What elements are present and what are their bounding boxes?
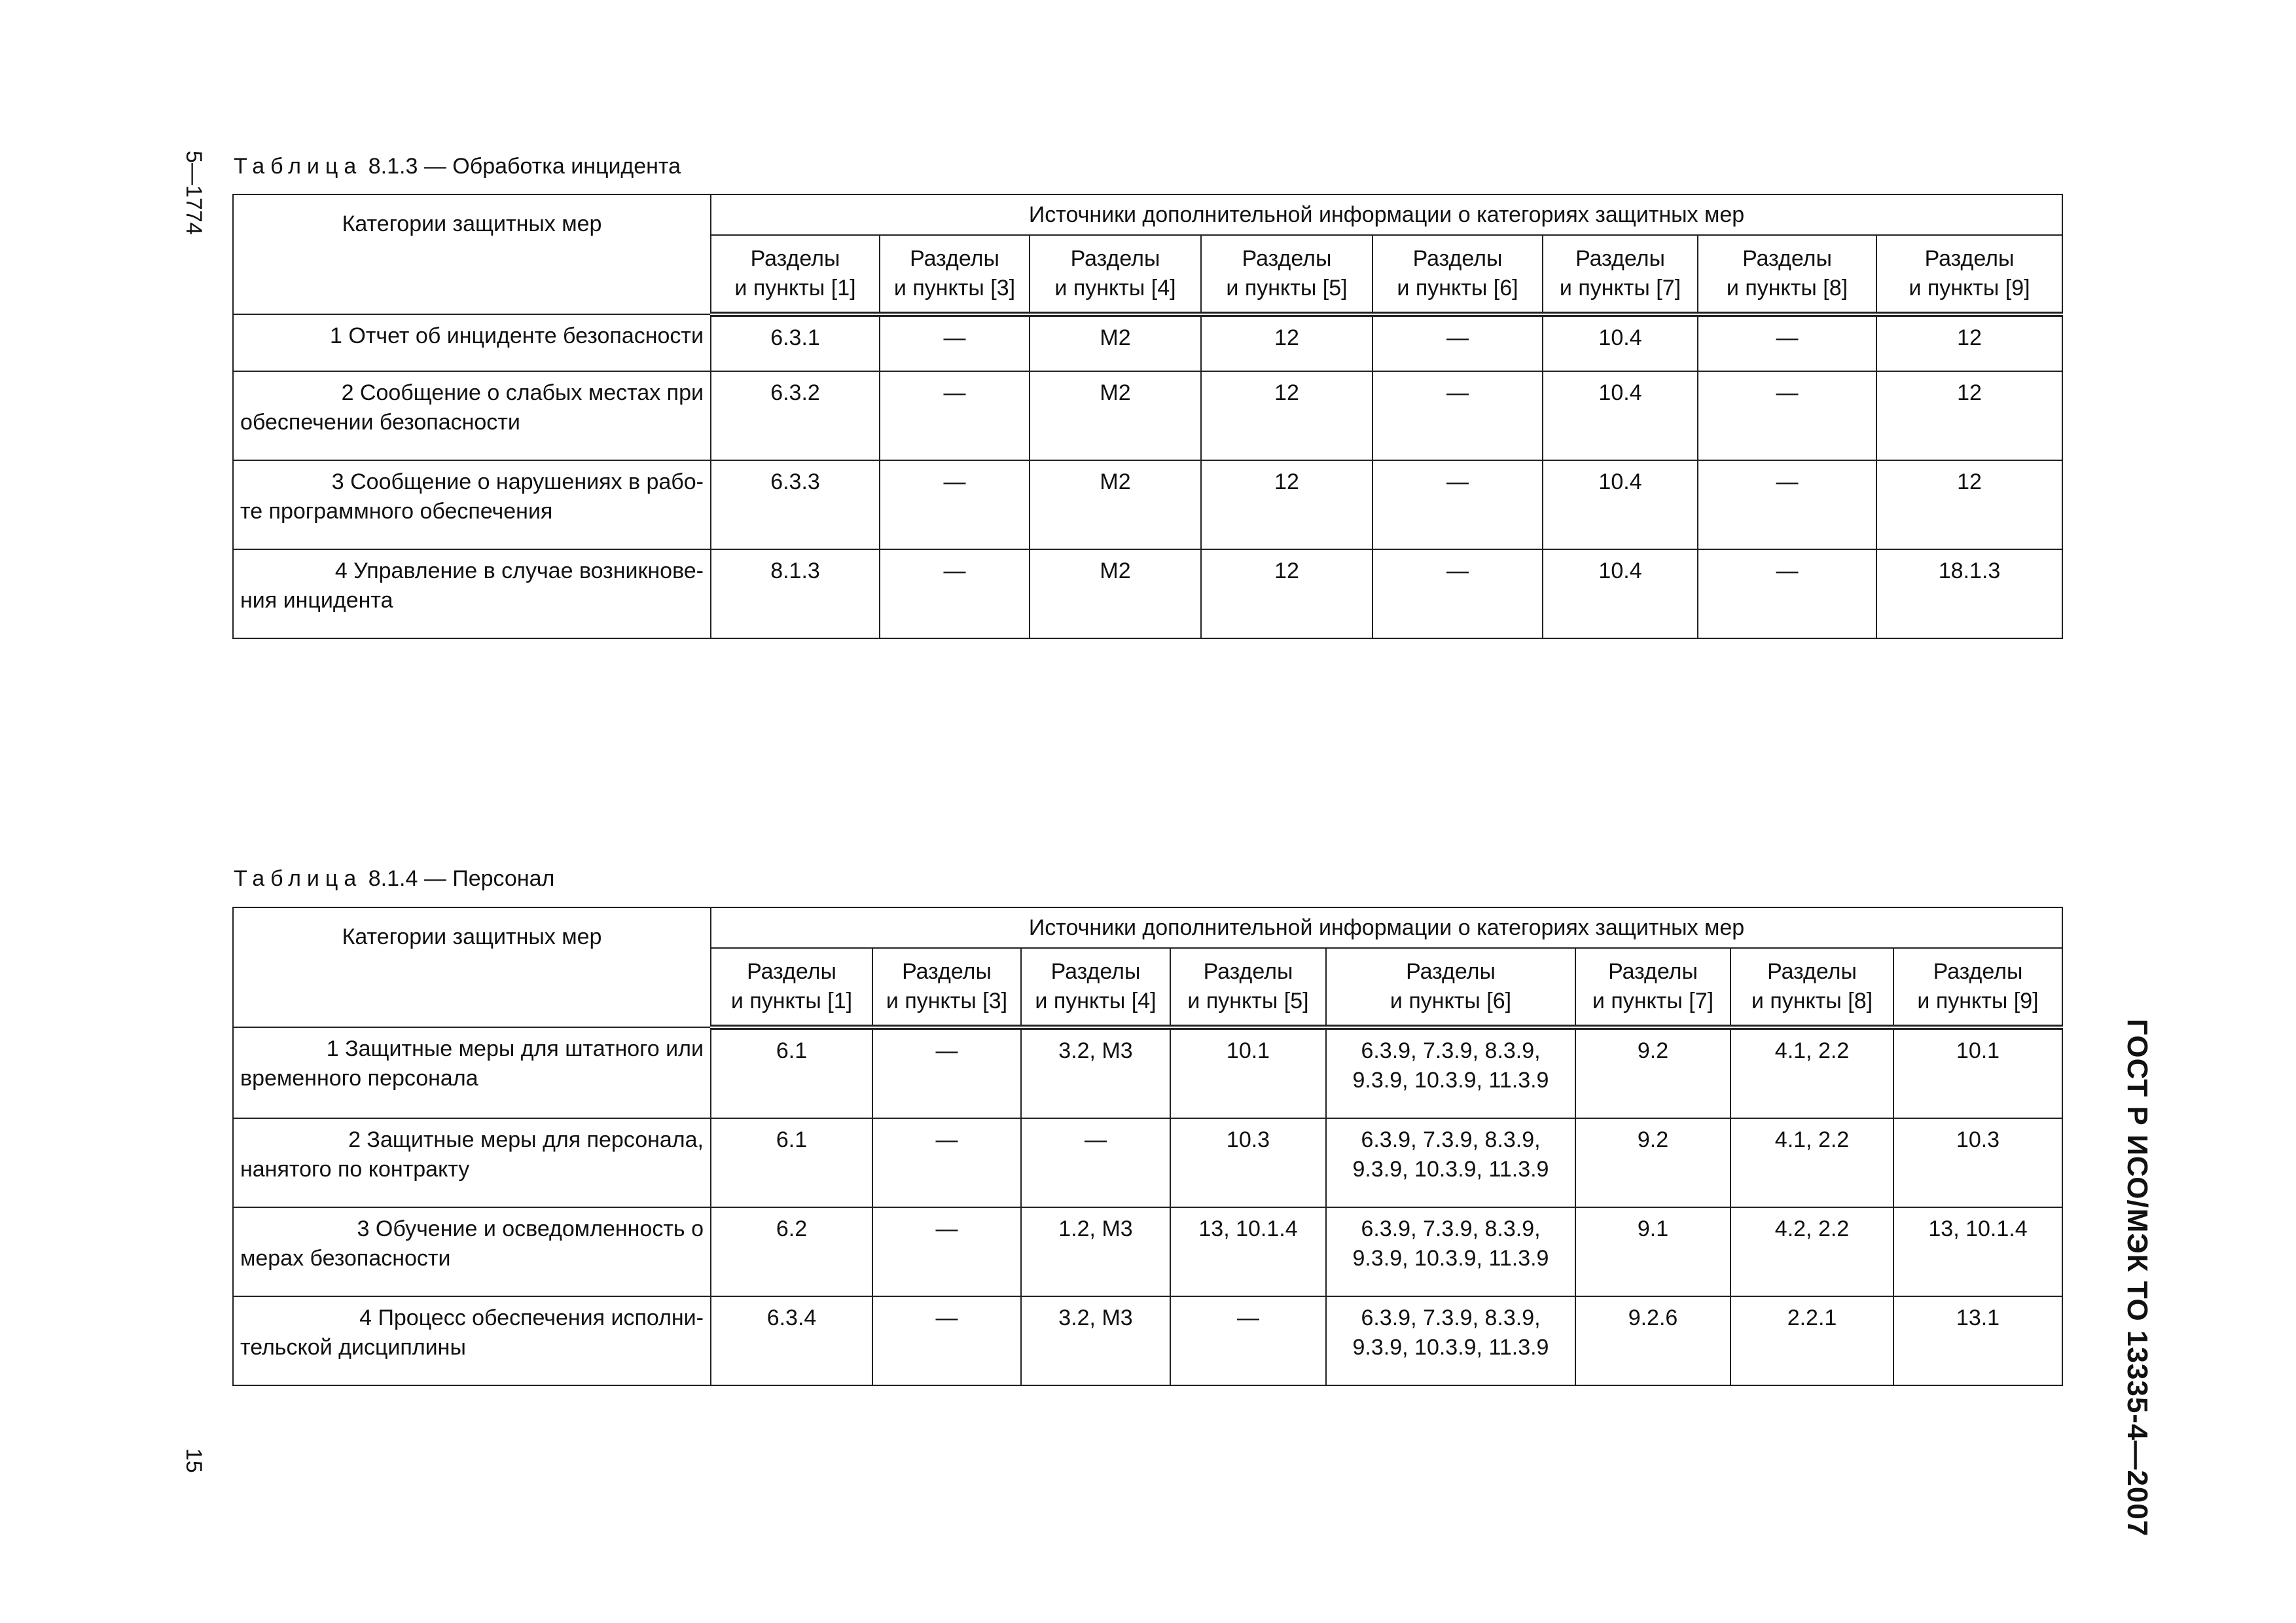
value-cell: — <box>880 549 1030 638</box>
value-cell: — <box>872 1027 1021 1118</box>
value-cell: 10.3 <box>1170 1118 1326 1207</box>
value-cell: — <box>1372 460 1543 549</box>
value-cell: М2 <box>1030 314 1201 371</box>
value-cell: 1.2, М3 <box>1021 1207 1170 1296</box>
value-cell: 10.4 <box>1543 314 1698 371</box>
value-cell: 12 <box>1876 314 2062 371</box>
value-cell: 12 <box>1201 549 1372 638</box>
value-cell: — <box>872 1207 1021 1296</box>
caption-word: Таблица <box>234 866 363 891</box>
value-cell: 12 <box>1201 371 1372 460</box>
caption-text: 8.1.4 — Персонал <box>362 866 555 891</box>
value-cell: М2 <box>1030 549 1201 638</box>
value-cell: 6.3.3 <box>711 460 880 549</box>
value-cell: 12 <box>1876 460 2062 549</box>
category-cell: 3 Обучение и осведомленность о мерах безопасности <box>233 1207 711 1296</box>
value-cell: 6.2 <box>711 1207 872 1296</box>
subheader-cell: Разделы и пункты [8] <box>1698 235 1876 314</box>
caption-word: Таблица <box>234 154 363 179</box>
standard-designation: ГОСТ Р ИСО/МЭК ТО 13335-4—2007 <box>2121 1019 2153 1537</box>
header-row <box>233 194 2062 235</box>
value-cell: 13.1 <box>1893 1296 2062 1385</box>
subheader-cell: Разделы и пункты [6] <box>1372 235 1543 314</box>
value-cell: 6.3.9, 7.3.9, 8.3.9, 9.3.9, 10.3.9, 11.3.9 <box>1326 1118 1575 1207</box>
table-row <box>233 314 2062 371</box>
subheader-cell: Разделы и пункты [3] <box>872 948 1021 1027</box>
subheader-cell: Разделы и пункты [5] <box>1201 235 1372 314</box>
table-row <box>233 460 2062 549</box>
value-cell: 9.2.6 <box>1575 1296 1731 1385</box>
subheader-cell: Разделы и пункты [7] <box>1575 948 1731 1027</box>
subheader-cell: Разделы и пункты [1] <box>711 948 872 1027</box>
value-cell: 10.4 <box>1543 460 1698 549</box>
value-cell: 6.1 <box>711 1027 872 1118</box>
table-row <box>233 549 2062 638</box>
value-cell: 3.2, М3 <box>1021 1296 1170 1385</box>
value-cell: — <box>1698 314 1876 371</box>
table-row <box>233 1027 2062 1118</box>
value-cell: 3.2, М3 <box>1021 1027 1170 1118</box>
table-row <box>233 1296 2062 1385</box>
subheader-cell: Разделы и пункты [7] <box>1543 235 1698 314</box>
value-cell: — <box>880 314 1030 371</box>
category-cell: 1 Отчет об инциденте безопасности <box>233 314 711 371</box>
value-cell: 6.3.2 <box>711 371 880 460</box>
caption-text: 8.1.3 — Обработка инцидента <box>362 154 681 179</box>
subheader-cell: Разделы и пункты [1] <box>711 235 880 314</box>
value-cell: М2 <box>1030 371 1201 460</box>
value-cell: 18.1.3 <box>1876 549 2062 638</box>
value-cell: — <box>1372 314 1543 371</box>
value-cell: 6.1 <box>711 1118 872 1207</box>
value-cell: — <box>1170 1296 1326 1385</box>
header-sources: Источники дополнительной информации о категориях защитных мер <box>711 194 2062 235</box>
value-cell: 10.1 <box>1893 1027 2062 1118</box>
value-cell: 13, 10.1.4 <box>1893 1207 2062 1296</box>
value-cell: 2.2.1 <box>1731 1296 1893 1385</box>
header-categories: Категории защитных мер <box>233 907 711 1027</box>
subheader-cell: Разделы и пункты [6] <box>1326 948 1575 1027</box>
subheader-cell: Разделы и пункты [4] <box>1030 235 1201 314</box>
subheader-cell: Разделы и пункты [9] <box>1876 235 2062 314</box>
category-cell: 3 Сообщение о нарушениях в рабо- те программного обеспечения <box>233 460 711 549</box>
value-cell: 6.3.9, 7.3.9, 8.3.9, 9.3.9, 10.3.9, 11.3.9 <box>1326 1027 1575 1118</box>
personnel-table <box>232 907 2063 1386</box>
value-cell: 12 <box>1876 371 2062 460</box>
subheader-cell: Разделы и пункты [8] <box>1731 948 1893 1027</box>
value-cell: — <box>872 1296 1021 1385</box>
value-cell: — <box>880 371 1030 460</box>
page-number: 15 <box>181 1448 206 1473</box>
header-sources: Источники дополнительной информации о категориях защитных мер <box>711 907 2062 948</box>
value-cell: — <box>1021 1118 1170 1207</box>
sheet-mark: 5—1774 <box>181 151 206 235</box>
value-cell: 10.3 <box>1893 1118 2062 1207</box>
table-caption-1 <box>234 153 681 179</box>
table-row <box>233 371 2062 460</box>
value-cell: — <box>1698 371 1876 460</box>
category-cell: 1 Защитные меры для штатного или временного персонала <box>233 1027 711 1118</box>
value-cell: 12 <box>1201 460 1372 549</box>
table-row <box>233 1207 2062 1296</box>
value-cell: — <box>1372 549 1543 638</box>
subheader-cell: Разделы и пункты [4] <box>1021 948 1170 1027</box>
value-cell: 13, 10.1.4 <box>1170 1207 1326 1296</box>
value-cell: 12 <box>1201 314 1372 371</box>
value-cell: 4.1, 2.2 <box>1731 1118 1893 1207</box>
value-cell: — <box>872 1118 1021 1207</box>
category-cell: 2 Защитные меры для персонала, нанятого по контракту <box>233 1118 711 1207</box>
value-cell: 10.1 <box>1170 1027 1326 1118</box>
value-cell: 10.4 <box>1543 371 1698 460</box>
value-cell: 9.1 <box>1575 1207 1731 1296</box>
subheader-cell: Разделы и пункты [5] <box>1170 948 1326 1027</box>
value-cell: — <box>1698 460 1876 549</box>
value-cell: 6.3.9, 7.3.9, 8.3.9, 9.3.9, 10.3.9, 11.3.9 <box>1326 1207 1575 1296</box>
value-cell: 6.3.1 <box>711 314 880 371</box>
category-cell: 4 Процесс обеспечения исполни- тельской дисциплины <box>233 1296 711 1385</box>
value-cell: 8.1.3 <box>711 549 880 638</box>
value-cell: 6.3.4 <box>711 1296 872 1385</box>
value-cell: 4.1, 2.2 <box>1731 1027 1893 1118</box>
table-caption-2 <box>234 866 554 892</box>
header-categories: Категории защитных мер <box>233 194 711 314</box>
value-cell: 9.2 <box>1575 1118 1731 1207</box>
category-cell: 4 Управление в случае возникнове- ния инцидента <box>233 549 711 638</box>
value-cell: 9.2 <box>1575 1027 1731 1118</box>
category-cell: 2 Сообщение о слабых местах при обеспечении безопасности <box>233 371 711 460</box>
subheader-cell: Разделы и пункты [9] <box>1893 948 2062 1027</box>
value-cell: — <box>1698 549 1876 638</box>
subheader-cell: Разделы и пункты [3] <box>880 235 1030 314</box>
incident-table <box>232 194 2063 639</box>
value-cell: 6.3.9, 7.3.9, 8.3.9, 9.3.9, 10.3.9, 11.3.9 <box>1326 1296 1575 1385</box>
value-cell: — <box>880 460 1030 549</box>
table-row <box>233 1118 2062 1207</box>
value-cell: 10.4 <box>1543 549 1698 638</box>
header-row <box>233 907 2062 948</box>
value-cell: М2 <box>1030 460 1201 549</box>
value-cell: 4.2, 2.2 <box>1731 1207 1893 1296</box>
value-cell: — <box>1372 371 1543 460</box>
